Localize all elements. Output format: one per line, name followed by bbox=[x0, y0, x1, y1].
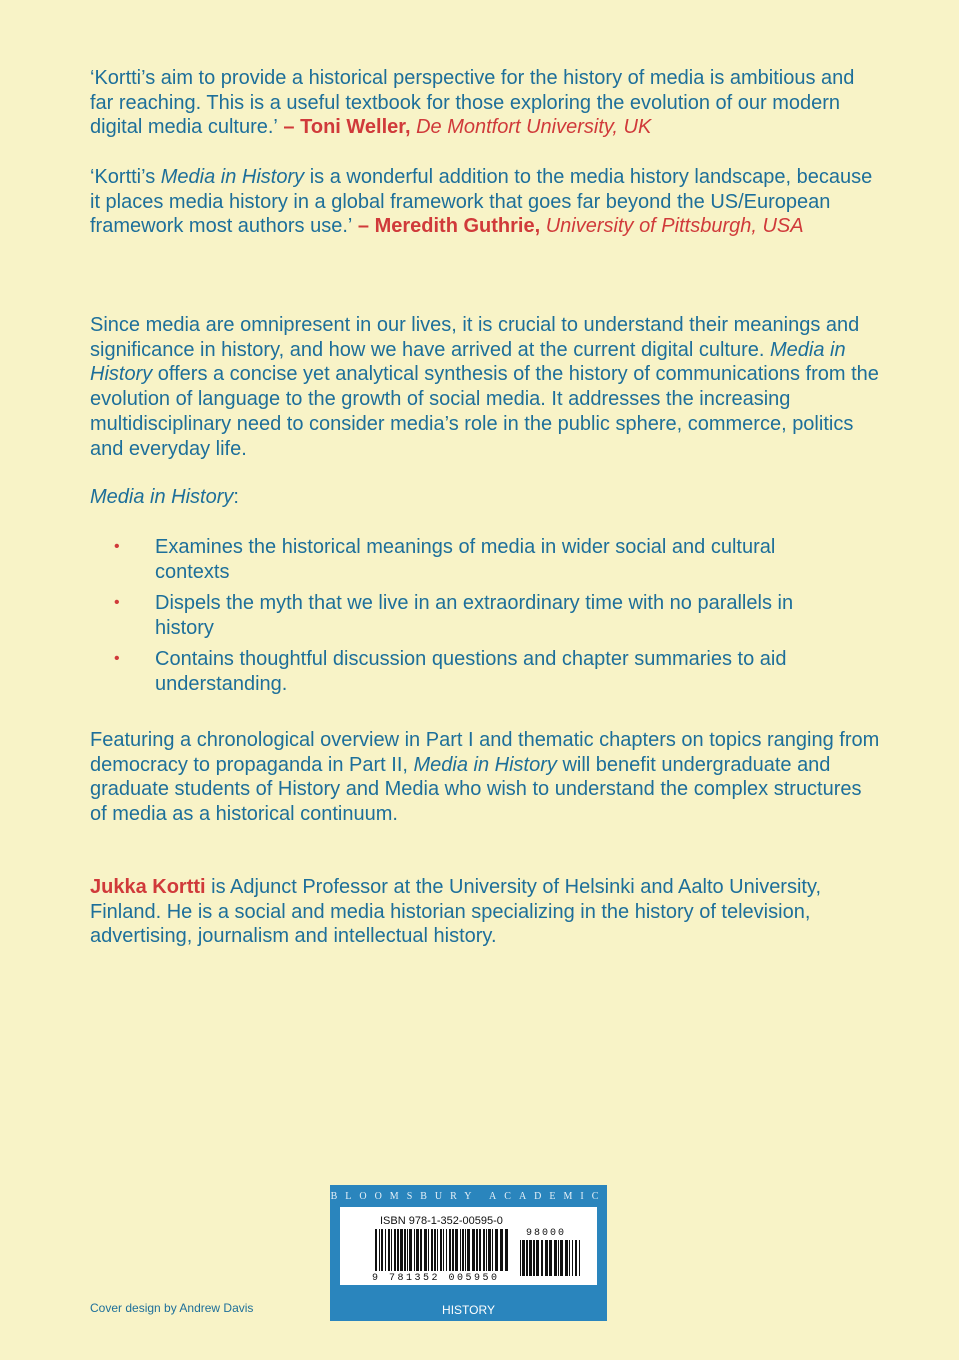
quote-pre: ‘Kortti’s bbox=[90, 166, 161, 188]
barcode-bar bbox=[437, 1229, 438, 1271]
author-name: Jukka Kortti bbox=[90, 876, 206, 898]
barcode-panel bbox=[340, 1207, 597, 1285]
barcode-bar bbox=[554, 1240, 557, 1276]
list-item-text: Contains thoughtful discussion questions and chapter summaries to aid understanding. bbox=[155, 648, 787, 695]
author-bio-text: is Adjunct Professor at the University of Helsinki and Aalto University, Finland. He is a social and media historian specializing in the history of television, advertising, journalism and intellectual history. bbox=[90, 876, 822, 948]
list-item-text: Dispels the myth that we live in an extraordinary time with no parallels in history bbox=[155, 592, 794, 639]
barcode-bar bbox=[440, 1229, 442, 1271]
barcode-bar bbox=[488, 1229, 491, 1271]
list-item bbox=[90, 591, 850, 640]
barcode-bar bbox=[416, 1229, 419, 1271]
quote-author: Toni Weller, bbox=[300, 116, 411, 139]
barcode-bar bbox=[505, 1229, 508, 1271]
barcode-bar bbox=[397, 1229, 399, 1271]
barcode-bar bbox=[465, 1229, 466, 1271]
barcode-bar bbox=[529, 1240, 532, 1276]
barcode-bar bbox=[443, 1229, 444, 1271]
list-item bbox=[90, 535, 850, 584]
barcode-bar bbox=[549, 1240, 552, 1276]
list-item bbox=[90, 647, 850, 696]
barcode-bar bbox=[541, 1240, 543, 1276]
barcode-bar bbox=[492, 1229, 493, 1271]
barcode-bar bbox=[404, 1229, 406, 1271]
feature-list bbox=[90, 535, 850, 703]
quote-text: is a wonderful addition to the media history landscape, because it places media history in a global framework that goes far beyond the US/European framework most authors use.’ bbox=[90, 166, 873, 238]
author-bio bbox=[90, 875, 880, 949]
heading-suffix: : bbox=[233, 486, 239, 508]
quote-affiliation: De Montfort University, UK bbox=[410, 116, 652, 139]
book-description bbox=[90, 313, 880, 461]
category-label: HISTORY bbox=[442, 1303, 495, 1317]
featuring-paragraph bbox=[90, 728, 880, 827]
cover-credit: Cover design by Andrew Davis bbox=[90, 1301, 254, 1315]
barcode-bar bbox=[431, 1229, 433, 1271]
description-part1: Since media are omnipresent in our lives, it is crucial to understand their meanings and significance in history, and how we have arrived at the current digital culture. bbox=[90, 314, 860, 361]
barcode-bar bbox=[391, 1229, 392, 1271]
quote-affiliation: University of Pittsburgh, USA bbox=[540, 215, 804, 238]
isbn-number: ISBN 978-1-352-00595-0 bbox=[380, 1215, 503, 1227]
barcode-bar bbox=[379, 1229, 380, 1271]
barcode-bar bbox=[476, 1229, 478, 1271]
barcode-bar bbox=[520, 1240, 521, 1276]
barcode-bar bbox=[533, 1240, 535, 1276]
features-heading bbox=[90, 485, 880, 510]
quote-dash: – bbox=[352, 215, 375, 238]
barcode-bar bbox=[428, 1229, 429, 1271]
book-title: Media in History bbox=[160, 166, 305, 188]
barcode-bar bbox=[472, 1229, 475, 1271]
bullet-icon: • bbox=[114, 538, 120, 555]
barcode-bar bbox=[579, 1240, 580, 1276]
barcode-bar bbox=[500, 1229, 503, 1271]
book-title: Media in History bbox=[413, 753, 557, 776]
quote-text: ‘Kortti’s aim to provide a historical perspective for the history of media is ambitious and far reaching. This is a useful textbook for those exploring the evolution of our modern digital media culture.’ bbox=[90, 67, 855, 139]
description-part2: offers a concise yet analytical synthesis of the history of communications from the evolution of language to the growth of social media. It addresses the increasing multidisciplinary need to consider media’s role in the public sphere, commerce, politics and everyday life. bbox=[90, 363, 879, 460]
quote-dash: – bbox=[277, 116, 301, 139]
barcode-bar bbox=[560, 1240, 563, 1276]
barcode-bar bbox=[446, 1229, 447, 1271]
review-quote-guthrie bbox=[90, 165, 880, 239]
barcode-bar bbox=[424, 1229, 427, 1271]
barcode-bar bbox=[375, 1229, 377, 1271]
list-item-text: Examines the historical meanings of media in wider social and cultural contexts bbox=[155, 536, 776, 583]
isbn-box bbox=[330, 1185, 607, 1321]
barcode-addon-number: 98000 bbox=[526, 1228, 567, 1239]
barcode-bar bbox=[536, 1240, 539, 1276]
barcode-bar bbox=[495, 1229, 498, 1271]
barcode-bar bbox=[409, 1229, 412, 1271]
barcode-bar bbox=[434, 1229, 436, 1271]
barcode-bar bbox=[385, 1229, 386, 1271]
featuring-part1: Featuring a chronological overview in Part I and thematic chapters on topics ranging from democracy to propaganda in Part II, bbox=[90, 729, 880, 776]
bullet-icon: • bbox=[114, 594, 120, 611]
barcode-bar bbox=[407, 1229, 408, 1271]
barcode-bar bbox=[455, 1229, 458, 1271]
barcode-bar bbox=[467, 1229, 470, 1271]
barcode-bar bbox=[449, 1229, 451, 1271]
barcode-bar bbox=[558, 1240, 559, 1276]
barcode-bar bbox=[414, 1229, 415, 1271]
barcode-bar bbox=[462, 1229, 464, 1271]
featuring-part2: will benefit undergraduate and graduate students of History and Media who wish to understand the complex structures of media as a historical continuum. bbox=[90, 753, 862, 826]
bullet-icon: • bbox=[114, 650, 120, 667]
barcode-bar bbox=[526, 1240, 528, 1276]
barcode-bar bbox=[420, 1229, 422, 1271]
review-quote-weller bbox=[90, 66, 880, 140]
barcode-bar bbox=[545, 1240, 548, 1276]
barcode-bar bbox=[452, 1229, 454, 1271]
book-title: Media in History bbox=[90, 338, 846, 386]
book-title: Media in History bbox=[90, 486, 234, 508]
barcode-bar bbox=[400, 1229, 403, 1271]
barcode-number: 9 781352 005950 bbox=[372, 1273, 500, 1284]
quote-author: Meredith Guthrie, bbox=[374, 215, 541, 238]
barcode-bar bbox=[479, 1229, 481, 1271]
barcode-bar bbox=[522, 1240, 525, 1276]
barcode-bar bbox=[575, 1240, 577, 1276]
barcode-bar bbox=[388, 1229, 390, 1271]
barcode-bar bbox=[381, 1229, 383, 1271]
publisher-name: BLOOMSBURY ACADEMIC bbox=[330, 1191, 607, 1202]
barcode-bar bbox=[569, 1240, 570, 1276]
barcode-bar bbox=[483, 1229, 485, 1271]
barcode-bar bbox=[460, 1229, 461, 1271]
barcode-bar bbox=[394, 1229, 396, 1271]
barcode-bar bbox=[565, 1240, 568, 1276]
barcode-bar bbox=[486, 1229, 487, 1271]
barcode-bar bbox=[572, 1240, 573, 1276]
